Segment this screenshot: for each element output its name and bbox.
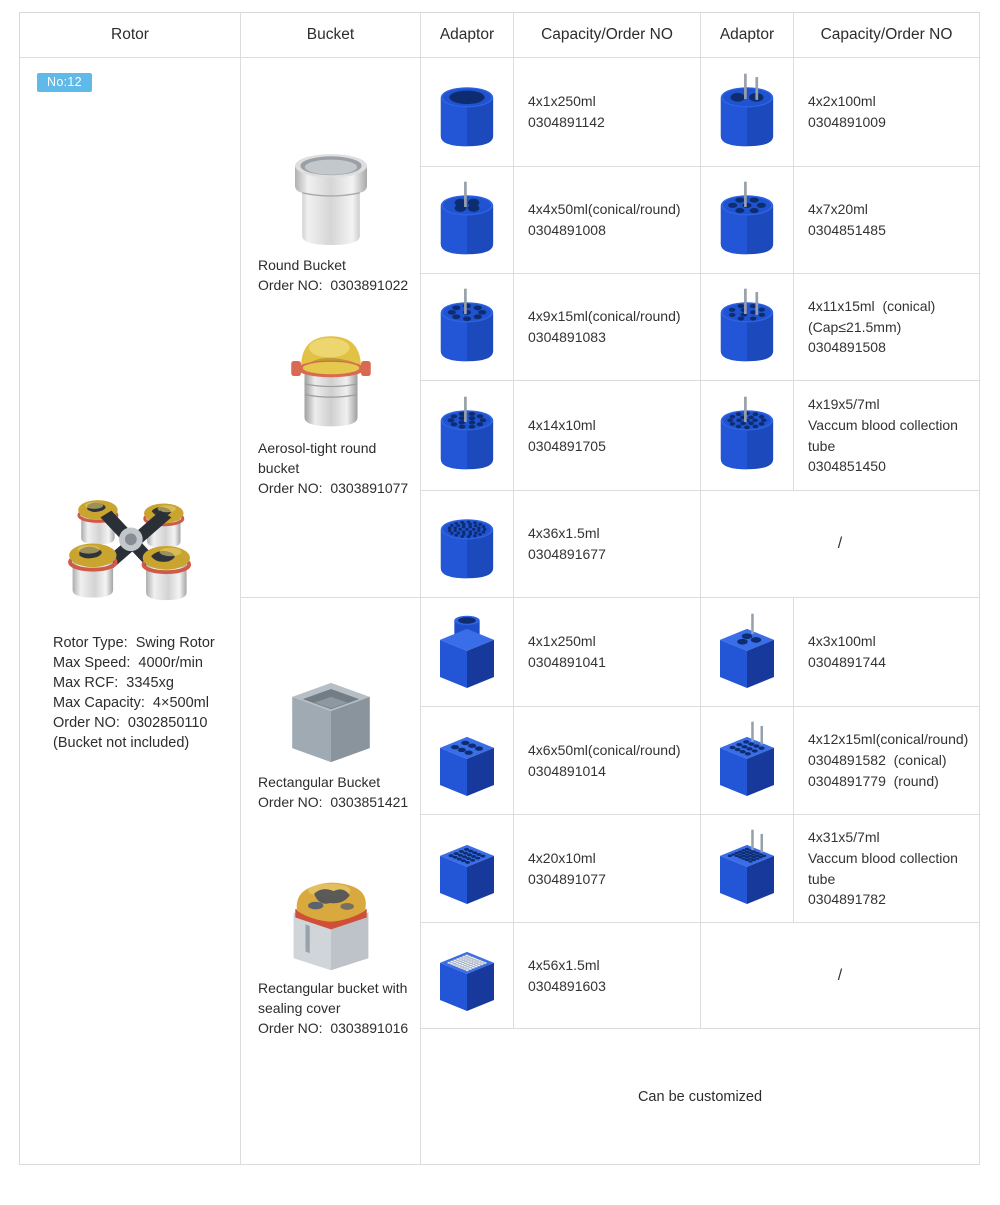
capacity-cell: 4x56x1.5ml 0304891603 [514,923,701,1029]
adaptor-image [421,598,514,707]
adaptor-image [701,381,794,491]
adaptor-image [701,815,794,923]
capacity-cell: 4x1x250ml 0304891041 [514,598,701,707]
capacity-cell: 4x6x50ml(conical/round) 0304891014 [514,707,701,815]
capacity-cell: 4x2x100ml 0304891009 [794,58,980,167]
empty-slash-cell: / [701,491,980,598]
round-bucket-label: Round Bucket Order NO: 0303891022 [258,257,409,293]
capacity-cell: 4x31x5/7ml Vaccum blood collection tube 0304891782 [794,815,980,923]
adaptor-image [701,274,794,381]
adaptor-image [701,58,794,167]
adaptor-image [421,274,514,381]
spec-table [19,12,980,1165]
rect-bucket-group-cell [241,598,421,1165]
rotor-cell [20,58,241,1165]
capacity-cell: 4x4x50ml(conical/round) 0304891008 [514,167,701,274]
header-bucket: Bucket [241,13,421,58]
aerosol-bucket-label: Aerosol-tight round bucket Order NO: 0303891077 [258,439,409,496]
adaptor-image [421,707,514,815]
adaptor-image [421,923,514,1029]
rotor-number-badge: No:12 [37,73,92,92]
rect-sealed-bucket-photo-icon [280,875,382,977]
aerosol-bucket-photo-icon [278,322,384,437]
round-bucket-group-cell [241,58,421,598]
rect-bucket-photo-icon [278,674,384,771]
header-rotor: Rotor [20,13,241,58]
adaptor-image [701,707,794,815]
capacity-cell: 4x11x15ml (conical) (Cap≤21.5mm) 0304891508 [794,274,980,381]
header-adaptor-1: Adaptor [421,13,514,58]
adaptor-image [701,167,794,274]
header-adaptor-2: Adaptor [701,13,794,58]
capacity-cell: 4x19x5/7ml Vaccum blood collection tube 0304851450 [794,381,980,491]
adaptor-image [421,815,514,923]
capacity-cell: 4x20x10ml 0304891077 [514,815,701,923]
capacity-cell: 4x3x100ml 0304891744 [794,598,980,707]
customized-note-cell: Can be customized [421,1029,980,1165]
header-capacity-1: Capacity/Order NO [514,13,701,58]
rotor-specs: Rotor Type: Swing Rotor Max Speed: 4000r/min Max RCF: 3345xg Max Capacity: 4×500ml Order NO: 0302850110 (Bucket not included) [53,635,215,751]
capacity-cell: 4x12x15ml(conical/round) 0304891582 (conical) 0304891779 (round) [794,707,980,815]
round-bucket-photo-icon [277,146,385,254]
rect-sealed-bucket-label: Rectangular bucket with sealing cover Order NO: 0303891016 [258,979,412,1036]
adaptor-image [421,381,514,491]
adaptor-image [421,58,514,167]
adaptor-image [701,598,794,707]
capacity-cell: 4x14x10ml 0304891705 [514,381,701,491]
adaptor-image [421,167,514,274]
capacity-cell: 4x9x15ml(conical/round) 0304891083 [514,274,701,381]
empty-slash-cell: / [701,923,980,1029]
adaptor-image [421,491,514,598]
swing-rotor-photo-icon [54,480,206,607]
rect-bucket-label: Rectangular Bucket Order NO: 0303851421 [258,774,409,810]
capacity-cell: 4x1x250ml 0304891142 [514,58,701,167]
header-capacity-2: Capacity/Order NO [794,13,980,58]
capacity-cell: 4x36x1.5ml 0304891677 [514,491,701,598]
capacity-cell: 4x7x20ml 0304851485 [794,167,980,274]
